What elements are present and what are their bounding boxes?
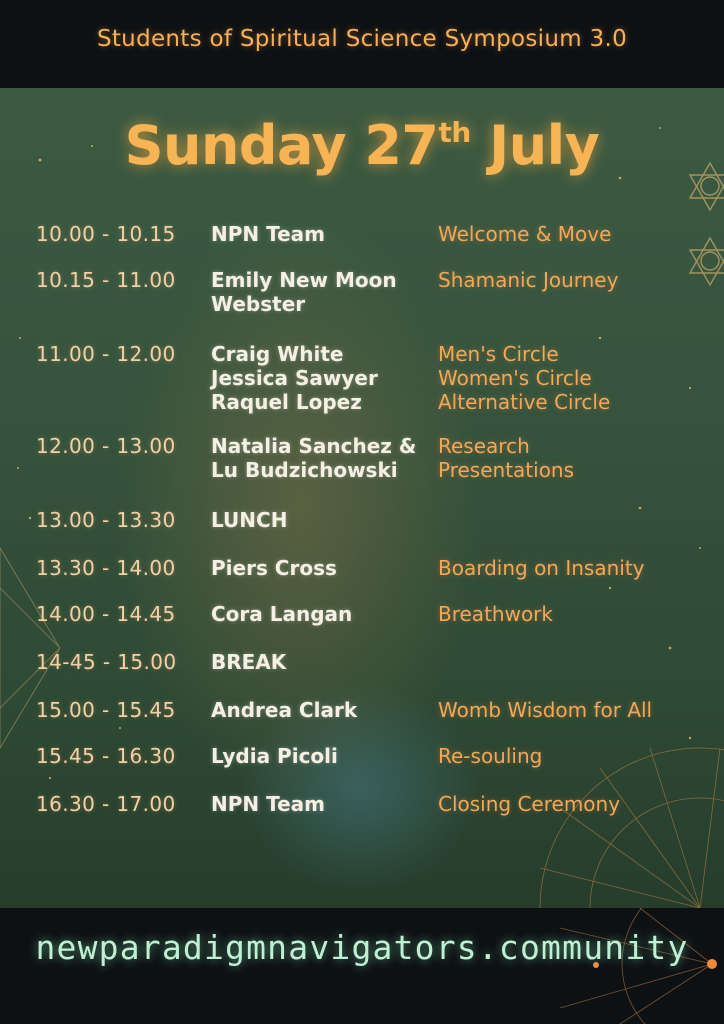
schedule-time: 14.00 - 14.45: [36, 602, 176, 626]
session-line: Alternative Circle: [438, 390, 611, 414]
schedule-speaker: [211, 342, 378, 414]
session-line: Welcome & Move: [438, 222, 612, 246]
sacred-geometry-icon: [690, 163, 724, 285]
speaker-line: Lu Budzichowski: [211, 458, 398, 482]
schedule-time: 10.15 - 11.00: [36, 268, 176, 292]
schedule-time: 15.00 - 15.45: [36, 698, 176, 722]
day-heading-month: July: [470, 114, 600, 177]
event-title: Students of Spiritual Science Symposium 3.0: [96, 26, 628, 52]
schedule-time: 11.00 - 12.00: [36, 342, 176, 366]
footer-band: [0, 908, 724, 1024]
schedule-session: [438, 342, 610, 414]
schedule-session: [438, 222, 611, 246]
speaker-line: Emily New Moon: [211, 268, 397, 292]
speaker-line: LUNCH: [211, 508, 288, 532]
website-url: newparadigmnavigators.community: [35, 928, 689, 967]
schedule-session: [438, 556, 645, 580]
speaker-line: Craig White: [211, 342, 344, 366]
schedule-session: [438, 698, 652, 722]
schedule-session: [438, 744, 542, 768]
schedule-speaker: [211, 268, 397, 316]
schedule-time: 10.00 - 10.15: [36, 222, 176, 246]
schedule-panel: [0, 88, 724, 908]
speaker-line: Lydia Picoli: [211, 744, 338, 768]
decorative-background: [0, 88, 724, 908]
schedule-time: 15.45 - 16.30: [36, 744, 176, 768]
session-line: Re-souling: [438, 744, 543, 768]
session-line: Breathwork: [438, 602, 553, 626]
schedule-session: [438, 602, 553, 626]
speaker-line: Natalia Sanchez &: [211, 434, 417, 458]
schedule-time: 13.30 - 14.00: [36, 556, 176, 580]
schedule-time: 16.30 - 17.00: [36, 792, 176, 816]
speaker-line: NPN Team: [211, 792, 325, 816]
schedule-speaker: [211, 434, 416, 482]
schedule-session: [438, 268, 618, 292]
session-line: Boarding on Insanity: [438, 556, 645, 580]
schedule-time: 12.00 - 13.00: [36, 434, 176, 458]
session-line: Closing Ceremony: [438, 792, 621, 816]
compass-rays-icon: [540, 748, 724, 908]
schedule-speaker: [211, 792, 325, 816]
schedule-time: 14-45 - 15.00: [36, 650, 177, 674]
schedule-time: 13.00 - 13.30: [36, 508, 176, 532]
day-heading-main: Sunday 27: [124, 114, 439, 177]
speaker-line: BREAK: [211, 650, 287, 674]
schedule-speaker: [211, 650, 286, 674]
speaker-line: Piers Cross: [211, 556, 337, 580]
schedule-speaker: [211, 508, 287, 532]
schedule-session: [438, 792, 620, 816]
schedule-speaker: [211, 222, 325, 246]
session-line: Research: [438, 434, 530, 458]
session-line: Womb Wisdom for All: [438, 698, 653, 722]
session-line: Men's Circle: [438, 342, 559, 366]
speaker-line: Cora Langan: [211, 602, 353, 626]
speaker-line: Andrea Clark: [211, 698, 358, 722]
schedule-speaker: [211, 744, 338, 768]
day-heading-suffix: th: [438, 116, 471, 149]
schedule-session: [438, 434, 574, 482]
speaker-line: Jessica Sawyer: [211, 366, 378, 390]
header-band: [0, 0, 724, 88]
speaker-line: NPN Team: [211, 222, 325, 246]
session-line: Shamanic Journey: [438, 268, 619, 292]
schedule-speaker: [211, 698, 357, 722]
schedule-speaker: [211, 556, 337, 580]
speaker-line: Raquel Lopez: [211, 390, 362, 414]
schedule-speaker: [211, 602, 352, 626]
day-heading: [0, 114, 724, 177]
session-line: Women's Circle: [438, 366, 592, 390]
session-line: Presentations: [438, 458, 575, 482]
speaker-line: Webster: [211, 292, 306, 316]
